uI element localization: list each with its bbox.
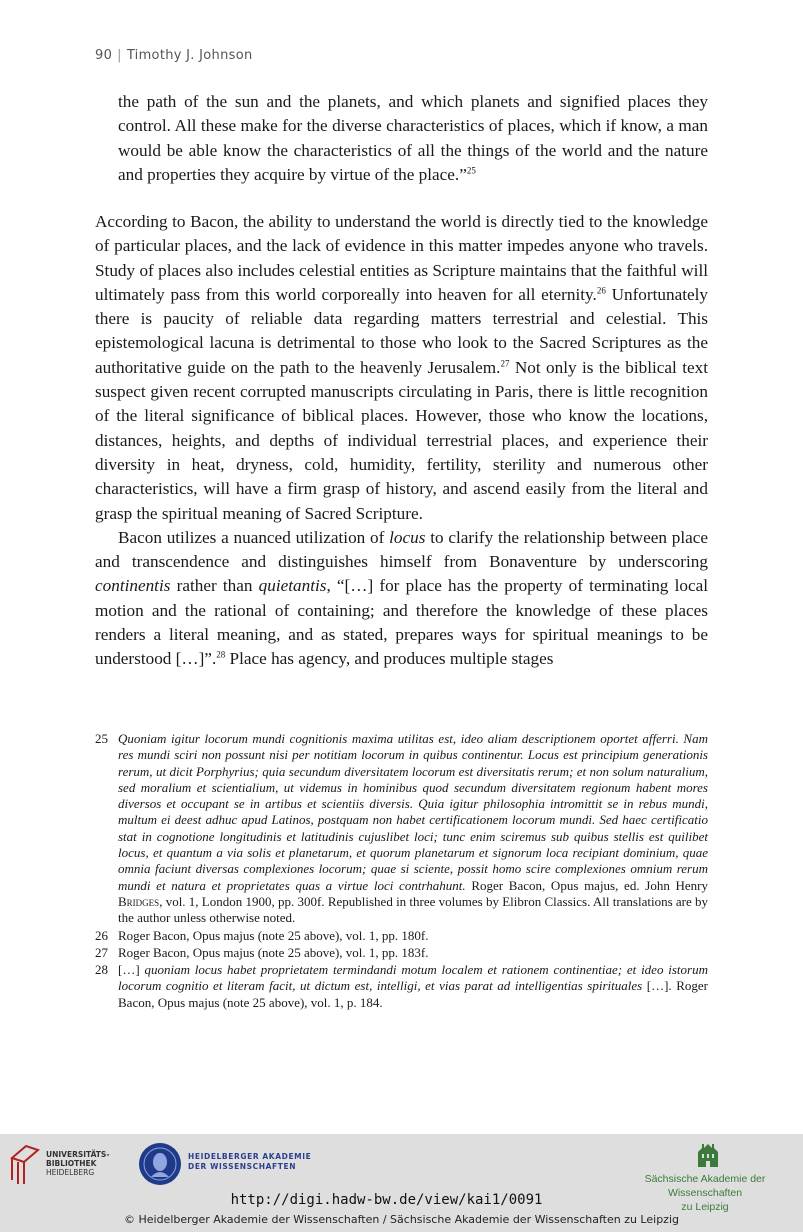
- saw-line-2: zu Leipzig: [681, 1201, 729, 1213]
- paragraph-2-text-a: Bacon utilizes a nuanced utilization of: [118, 527, 390, 547]
- heidelberg-academy-name[interactable]: [188, 1152, 311, 1172]
- saw-line-1: Sächsische Akademie der Wissenschaften: [644, 1173, 766, 1199]
- paragraph-2-text-c: rather than: [170, 576, 259, 596]
- paragraph-2-text-b: to clarify the relationship between place and transcendence and distinguishes himself from Bonaventure by underscoring: [95, 527, 708, 572]
- paragraph-1-text-a: According to Bacon, the ability to understand the world is directly tied to the knowledge of particular places, and the lack of evidence in this matter impedes anyone who travels. Study of places also includes celestial entities as Scripture maintains that the faithful will ultimately pass from this world corporeally into heaven for all eternity.: [95, 212, 708, 304]
- ub-line-1: UNIVERSITÄTS-: [46, 1150, 110, 1159]
- footnote-26: [95, 928, 708, 944]
- page-number: 90: [95, 48, 113, 63]
- footnote-25-latin: Quoniam igitur locorum mundi cognitionis maxima utilitas est, ideo aliam descriptionem oportet afferri. Nam res mundi sciri non possunt nisi per notitiam locorum in quibus continentur. Locus est principium generationis rerum, ut dicit Porphyrius; quia secundum diversitatem locorum est diversitatis rerum; et non solum naturalium, sed moralium et scientialium, ut videmus in hominibus quod secundum diversitatem regionum habent mores diversos et occupant se in artibus et scientiis diversis. Quia igitur philosophia intromittit se in rebus mundi, multum ei deest adhuc apud Latinos, postquam non habet certificationem locorum mundi. Sed haec certificatio stat in cognotione longitudinis et latitudinis cujuslibet loci; tunc enim sciremus sub quibus stellis est quilibet locus, et quantum a via solis et planetarum, et quorum planetarum et signorum loca recipiant dominium, quae omnia faciunt diversas complexiones locorum; quae si sciente, possit homo scire complexiones omnium rerum mundi et natura et proprietates quas a virtue loci contrhahunt.: [118, 731, 708, 893]
- footnote-25-citation-a: Roger Bacon, Opus majus, ed. John Henry: [465, 877, 708, 893]
- copyright-notice: © Heidelberger Akademie der Wissenschaften / Sächsische Akademie der Wissenschaften zu Leipzig: [123, 1213, 679, 1226]
- footnote-25: [95, 731, 708, 927]
- term-locus: locus: [389, 527, 426, 547]
- term-continentis: continentis: [95, 576, 171, 596]
- footnote-27: [95, 945, 708, 961]
- saxon-academy-logo-icon[interactable]: [697, 1142, 719, 1168]
- footnote-ref-26[interactable]: 26: [596, 285, 606, 296]
- footnote-26-text: Roger Bacon, Opus majus (note 25 above), vol. 1, pp. 180f.: [118, 927, 429, 943]
- university-library-name[interactable]: [46, 1150, 109, 1177]
- hadw-line-2: DER WISSENSCHAFTEN: [188, 1162, 297, 1171]
- footnote-ref-28[interactable]: 28: [216, 649, 226, 660]
- footnote-28-citation: […]. Roger Bacon, Opus majus (note 25 above), vol. 1, p. 184.: [118, 978, 708, 1010]
- footnote-ref-27[interactable]: 27: [500, 358, 510, 369]
- editor-name: Bridges: [118, 893, 160, 909]
- footnote-ref-25[interactable]: 25: [466, 165, 476, 176]
- footnote-28-pre: […]: [118, 962, 145, 978]
- footnote-27-text: Roger Bacon, Opus majus (note 25 above), vol. 1, pp. 183f.: [118, 944, 429, 960]
- paragraph-1: [95, 210, 708, 526]
- academy-seal-icon[interactable]: [139, 1143, 181, 1185]
- paragraph-1-text-b: Unfortunately there is paucity of reliable data regarding matters terrestrial and celestial. This epistemological lacuna is detrimental to those who look to the Sacred Scriptures as the authoritative guide on the path to the heavenly Jerusalem.: [95, 284, 708, 377]
- ub-line-2: BIBLIOTHEK: [46, 1159, 97, 1168]
- footnote-28-latin: quoniam locus habet proprietatem termindandi motum localem et rationem continentiae; et ideo istorum locorum cognitio et literam facit, ut dictum est, intelligi, et vias parat ad intelligentias spirituales: [118, 962, 708, 994]
- footnote-28: [95, 962, 708, 1011]
- hadw-line-1: HEIDELBERGER AKADEMIE: [188, 1152, 312, 1161]
- footnote-number: 25: [95, 731, 108, 746]
- permalink-url[interactable]: http://digi.hadw-bw.de/view/kai1/0091: [230, 1192, 543, 1208]
- running-author: Timothy J. Johnson: [126, 48, 253, 63]
- running-header: [95, 48, 253, 63]
- block-quote: [118, 90, 708, 187]
- footnote-number: 27: [95, 944, 108, 960]
- main-text: [95, 210, 708, 672]
- footnotes: [95, 731, 708, 1012]
- footnote-number: 28: [95, 962, 108, 978]
- term-quietantis: quietantis: [258, 576, 327, 596]
- paragraph-2-text-e: Place has agency, and produces multiple stages: [225, 649, 554, 669]
- footnote-number: 26: [95, 927, 108, 943]
- ub-line-3: HEIDELBERG: [46, 1168, 95, 1177]
- paragraph-2: [95, 526, 708, 672]
- footnote-25-citation-b: , vol. 1, London 1900, pp. 300f. Republished in three volumes by Elibron Classics. All translations are by the author unless otherwise noted.: [118, 893, 709, 926]
- header-separator: |: [117, 48, 122, 63]
- quote-text: the path of the sun and the planets, and which planets and signified places they control. All these make for the diverse characteristics of places, which if know, a man would be able know the characteristics of all the things of the world and the nature and properties they acquire by virtue of the place.”: [118, 92, 708, 184]
- university-library-logo-icon[interactable]: [10, 1142, 40, 1186]
- paragraph-1-text-c: Not only is the biblical text suspect given recent corrupted manuscripts circulating in Paris, there is little recognition of the literal significance of biblical places. However, those who know the locations, distances, heights, and depths of individual terrestrial places, and experience their diversity in heat, dryness, cold, humidity, fertility, sterility and numerous other characteristics, will have a firm grasp of history, and ascend easily from the literal and grasp the spiritual meaning of Sacred Scripture.: [95, 357, 708, 523]
- paragraph-2-text-d: , “[…] for place has the property of terminating local motion and the rational of containing; and therefore the knowledge of these places renders a literal meaning, and as stated, prepares ways for spiritual meanings to be understood […]”.: [95, 576, 708, 669]
